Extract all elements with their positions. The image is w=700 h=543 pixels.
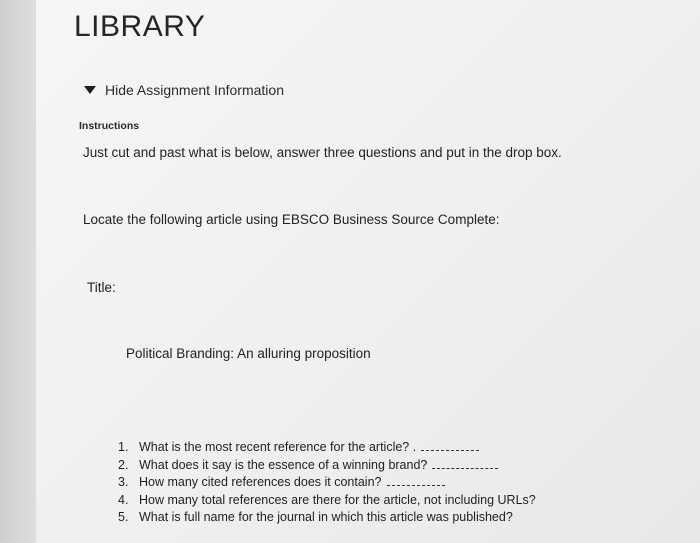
answer-blank [387,477,445,486]
answer-blank [421,442,479,451]
title-label: Title: [87,280,116,295]
instructions-label: Instructions [79,120,140,132]
page-title: LIBRARY [74,10,206,43]
question-text: How many total references are there for the article, not including URLs? [139,492,536,507]
question-item [118,440,536,458]
left-edge [0,0,36,543]
question-text: What does it say is the essence of a winning brand? [139,457,428,472]
question-number: 3. [118,475,129,489]
question-item [118,458,536,476]
assignment-page [36,0,700,543]
question-number: 4. [118,492,129,507]
question-item [118,475,536,493]
question-number: 5. [118,510,129,524]
question-text: What is the most recent reference for the article? . [139,440,417,454]
question-number: 1. [118,440,129,454]
question-item [118,493,536,511]
instruction-text: Just cut and past what is below, answer three questions and put in the drop box. [83,145,562,160]
question-number: 2. [118,457,129,472]
question-text: What is full name for the journal in which this article was published? [139,510,513,524]
caret-down-icon [84,86,96,94]
question-item [118,510,536,528]
answer-blank [432,460,498,469]
hide-assignment-info-toggle[interactable] [84,82,284,98]
toggle-label: Hide Assignment Information [105,82,284,98]
article-title: Political Branding: An alluring proposition [126,346,371,361]
locate-text: Locate the following article using EBSCO Business Source Complete: [83,212,500,227]
question-text: How many cited references does it contain? [139,475,382,489]
question-list [118,440,536,528]
